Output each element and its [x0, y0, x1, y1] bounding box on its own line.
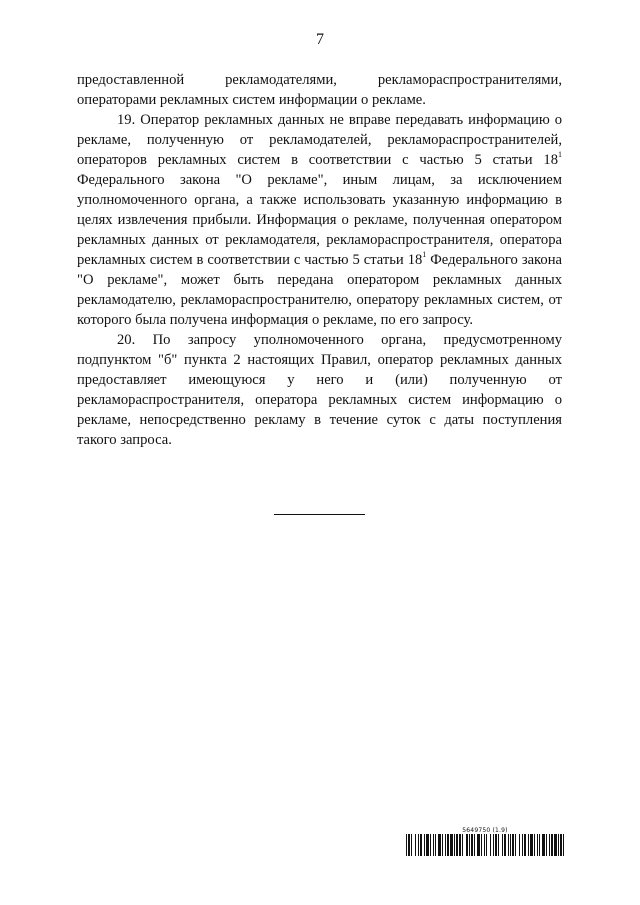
document-body: [77, 70, 562, 450]
superscript-1: 1: [558, 150, 562, 159]
paragraph-19-text-3: Федерального закона "О рекламе", может быть передана оператором рекламных данных рекламодателю, рекламораспространителю, оператору рекламных систем, от которого была получена информация о рекламе, по его запросу.: [77, 252, 562, 328]
paragraph-20: 20. По запросу уполномоченного органа, предусмотренному подпунктом "б" пункта 2 настоящих Правил, оператор рекламных данных предоставляет имеющуюся у него и (или) полученную от рекламораспространителя, оператора рекламных систем информацию о рекламе, непосредственно рекламу в течение суток с даты поступления такого запроса.: [77, 332, 562, 448]
paragraph-19: [77, 110, 562, 330]
page-number: 7: [316, 31, 324, 48]
paragraph-19-text-1: 19. Оператор рекламных данных не вправе передавать информацию о рекламе, полученную от рекламодателей, рекламораспространителей, операторов рекламных систем в соответствии с частью 5 статьи 18: [77, 112, 562, 168]
superscript-2: 1: [422, 250, 427, 259]
paragraph-continuation: предоставленной рекламодателями, рекламораспространителями, операторами рекламных систем информации о рекламе.: [77, 72, 562, 108]
barcode-label: 5649750 (1.9): [462, 827, 508, 834]
barcode-image: [406, 834, 564, 856]
closing-rule: [274, 514, 365, 515]
paragraph-19-text-2: Федерального закона "О рекламе", иным лицам, за исключением уполномоченного органа, а также использовать указанную информацию в целях извлечения прибыли. Информация о рекламе, полученная оператором рекламных данных от рекламодателя, рекламораспространителя, оператора рекламных систем в соответствии с частью 5 статьи 18: [77, 172, 562, 268]
barcode-block: [406, 827, 564, 856]
